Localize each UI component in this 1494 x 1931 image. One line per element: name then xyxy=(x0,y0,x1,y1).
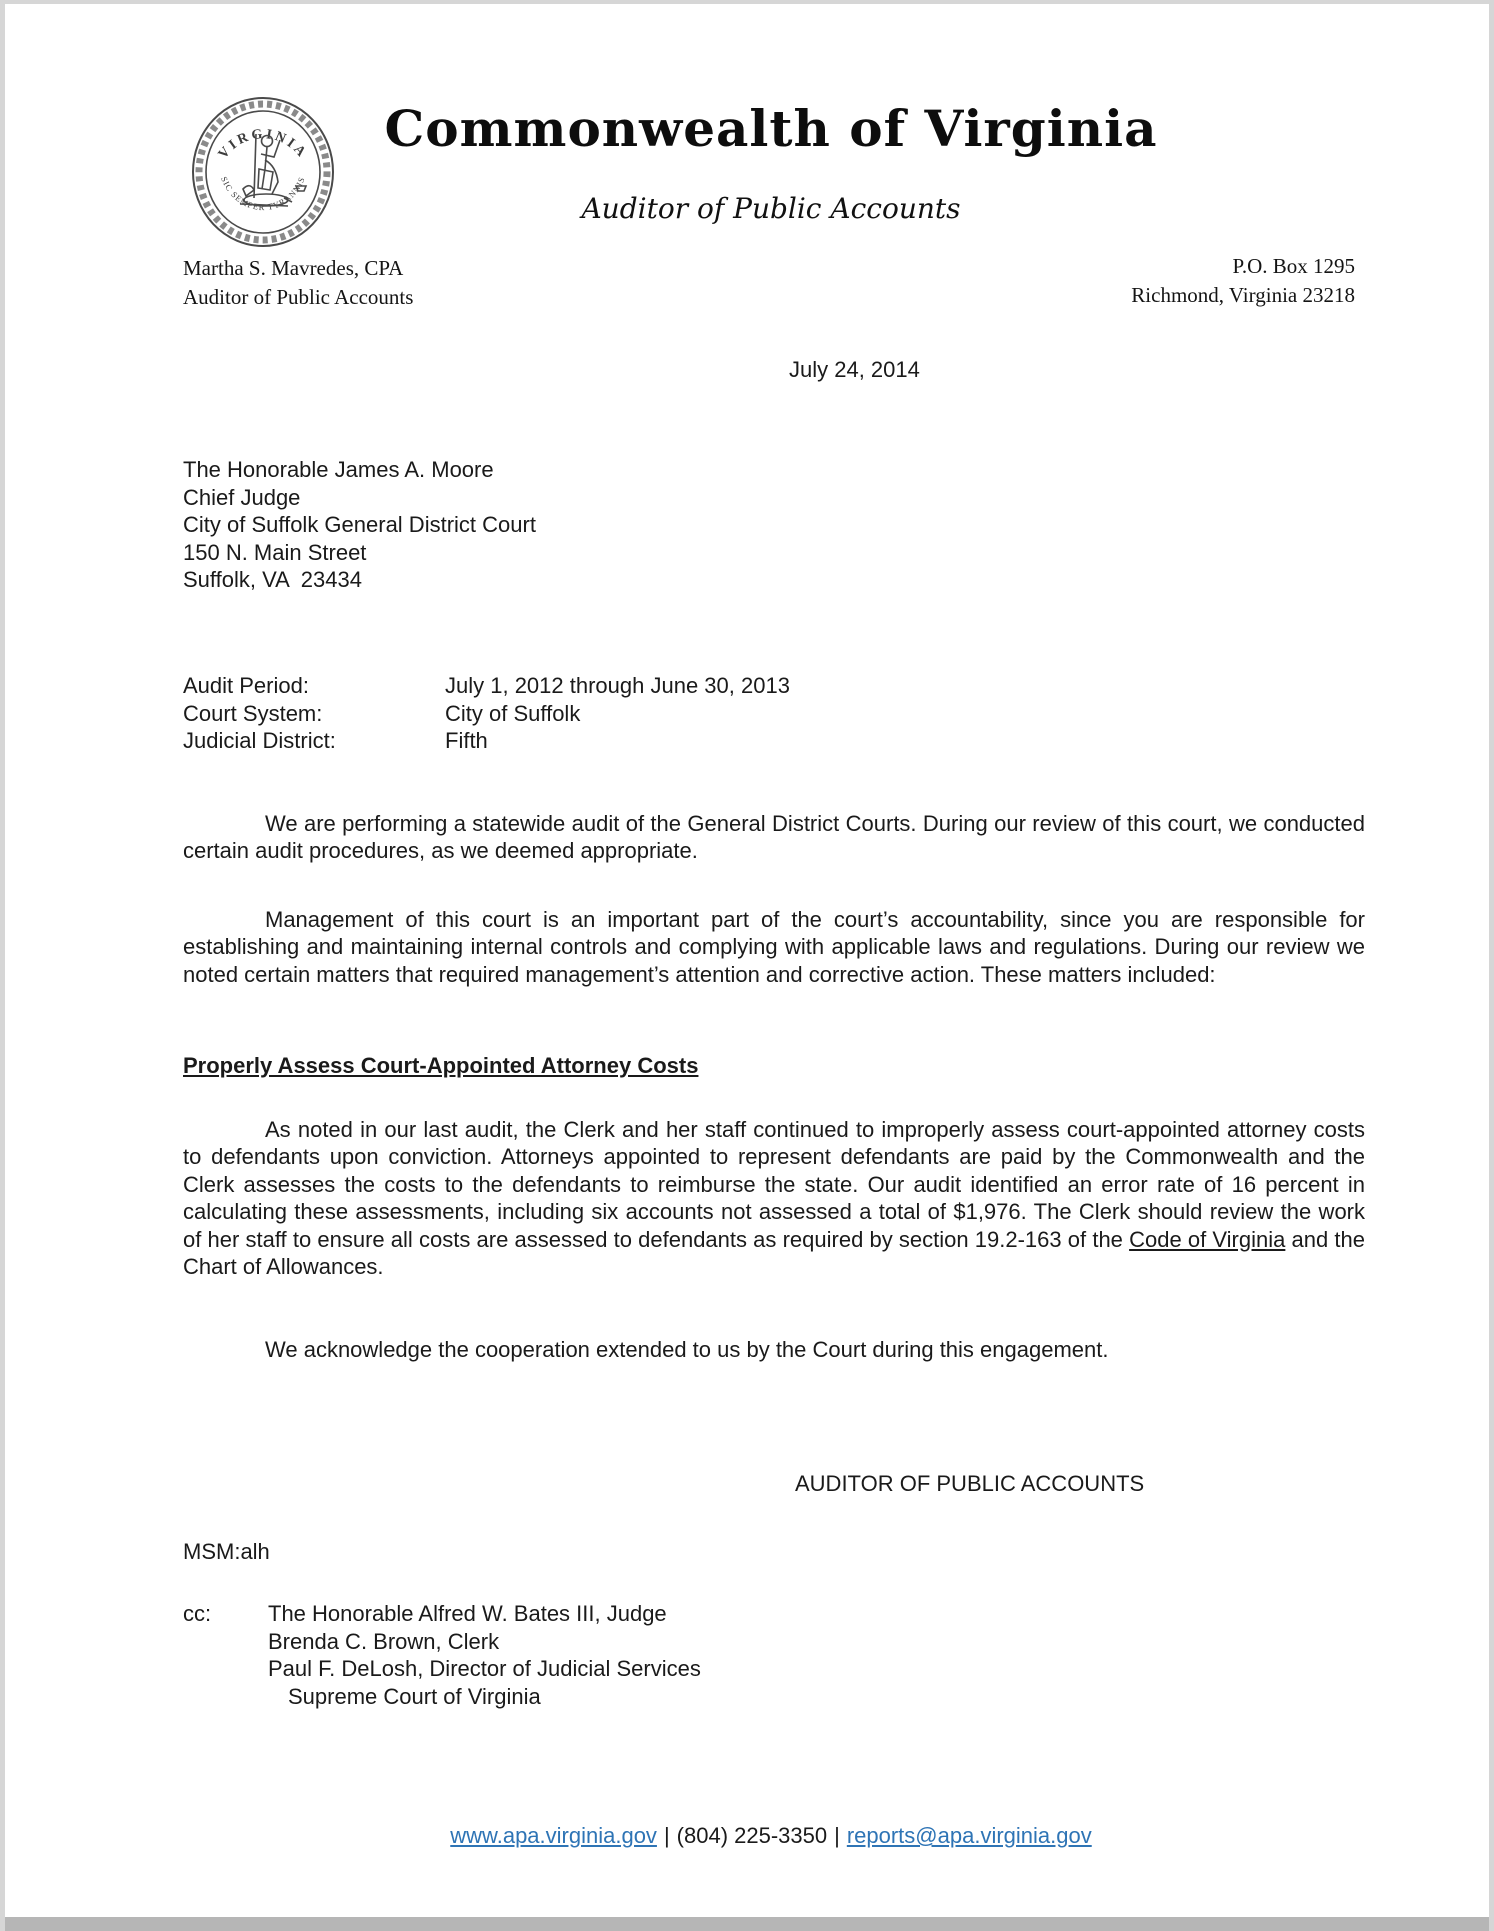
cc-block xyxy=(183,1600,701,1710)
finding-heading: Properly Assess Court-Appointed Attorney Costs xyxy=(183,1053,699,1078)
website-link[interactable]: www.apa.virginia.gov xyxy=(450,1823,657,1848)
letterhead-title: Commonwealth of Virginia xyxy=(384,99,1158,158)
paragraph-acknowledgement: We acknowledge the cooperation extended to us by the Court during this engagement. xyxy=(265,1337,1109,1362)
email-link[interactable]: reports@apa.virginia.gov xyxy=(846,1823,1092,1848)
cc-name-4: Supreme Court of Virginia xyxy=(288,1683,541,1709)
cc-row xyxy=(183,1600,701,1628)
paragraph-finding xyxy=(183,1116,1365,1280)
finding-text-pre: As noted in our last audit, the Clerk and her staff continued to improperly assess court-appointed attorney costs to defendants upon conviction. Attorneys appointed to represent defendants are paid by the Commonwealth and the Clerk assesses the costs to the defendants to reimburse the state. Our audit identified an error rate of 16 percent in calculating these assessments, including six accounts not assessed a total of $1,976. The Clerk should review the work of her staff to ensure all costs are assessed to defendants as required by section 19.2-163 of the xyxy=(183,1117,1365,1252)
judicial-district-row xyxy=(183,727,790,755)
cc-name-2: Brenda C. Brown, Clerk xyxy=(268,1628,500,1654)
reference-initials: MSM:alh xyxy=(183,1539,270,1564)
footer-separator: | xyxy=(663,1823,670,1848)
letter-date: July 24, 2014 xyxy=(789,357,920,382)
letterhead-official-block xyxy=(183,254,413,312)
code-of-virginia-citation: Code of Virginia xyxy=(1129,1226,1286,1252)
judicial-district-label: Judicial District: xyxy=(183,728,336,753)
official-title: Auditor of Public Accounts xyxy=(183,285,414,309)
letterhead-address-block xyxy=(1131,252,1355,310)
city-state-zip-line: Richmond, Virginia 23218 xyxy=(1131,283,1355,307)
cc-name-1: The Honorable Alfred W. Bates III, Judge xyxy=(268,1601,667,1626)
paragraph-intro: We are performing a statewide audit of the General District Courts. During our review of this court, we conducted certain audit procedures, as we deemed appropriate. xyxy=(183,811,1365,864)
recipient-court: City of Suffolk General District Court xyxy=(183,512,536,537)
po-box-line: P.O. Box 1295 xyxy=(1232,254,1355,278)
judicial-district-value: Fifth xyxy=(445,728,488,753)
audit-period-row xyxy=(183,672,790,700)
recipient-title: Chief Judge xyxy=(183,484,301,510)
footer-separator: | xyxy=(834,1823,840,1848)
court-system-label: Court System: xyxy=(183,700,323,726)
cc-name-3: Paul F. DeLosh, Director of Judicial Services xyxy=(268,1656,701,1681)
footer-contact-line xyxy=(183,1822,1359,1849)
paragraph-management: Management of this court is an important part of the court’s accountability, since you are responsible for establishing and maintaining internal controls and complying with applicable laws and regulations. During our review we noted certain matters that required management’s attention and corrective action. These matters included: xyxy=(183,907,1365,987)
audit-info-block xyxy=(183,672,790,755)
recipient-street: 150 N. Main Street xyxy=(183,539,367,565)
court-system-row xyxy=(183,700,790,728)
page-bottom-edge xyxy=(0,1917,1494,1931)
signature-block: AUDITOR OF PUBLIC ACCOUNTS xyxy=(795,1471,1145,1496)
cc-row xyxy=(183,1655,701,1683)
official-name: Martha S. Mavredes, CPA xyxy=(183,256,404,280)
seal-top-text: VIRGINIA xyxy=(215,126,311,162)
audit-period-value: July 1, 2012 through June 30, 2013 xyxy=(445,673,790,698)
phone-number: (804) 225-3350 xyxy=(676,1823,828,1848)
letterhead-subtitle: Auditor of Public Accounts xyxy=(581,192,961,225)
seal-motto-text: SIC SEMPER TYRANNIS xyxy=(219,174,307,213)
recipient-address-block xyxy=(183,456,536,594)
court-system-value: City of Suffolk xyxy=(445,700,581,726)
recipient-name: The Honorable James A. Moore xyxy=(183,457,494,482)
cc-row xyxy=(183,1628,701,1656)
cc-label: cc: xyxy=(183,1601,212,1626)
audit-period-label: Audit Period: xyxy=(183,673,309,698)
recipient-city: Suffolk, VA 23434 xyxy=(183,567,362,592)
finding-text-post: and the Chart of Allowances. xyxy=(183,1226,1365,1280)
